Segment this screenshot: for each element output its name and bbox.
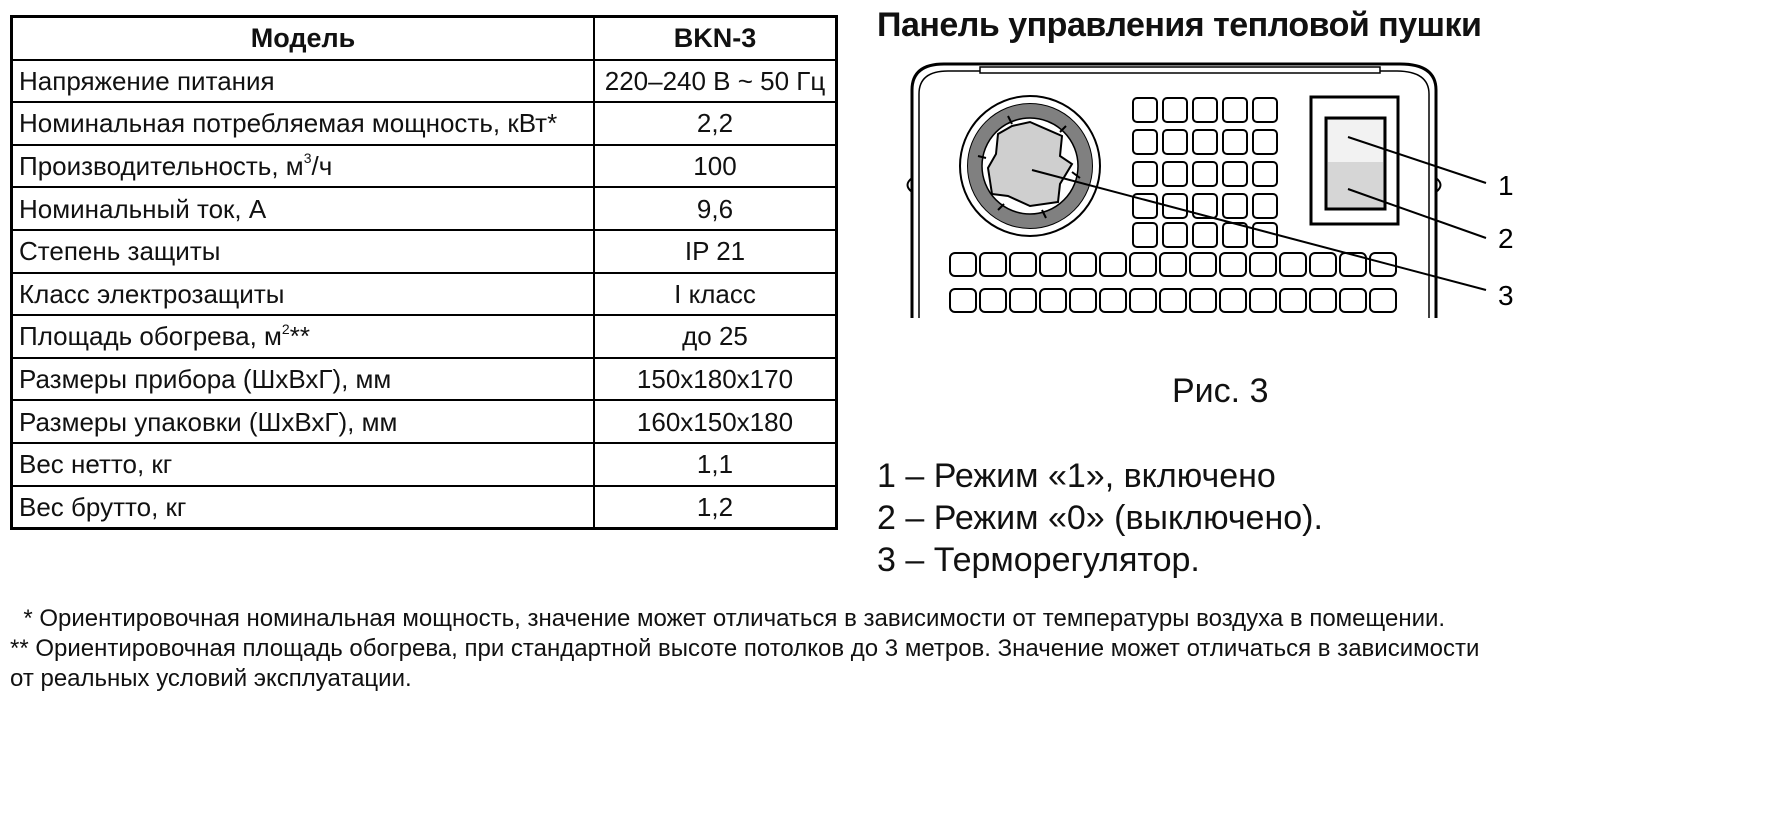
row-label-gross-weight: Вес брутто, кг <box>12 486 595 529</box>
table-row <box>12 102 837 145</box>
row-value-heating-area: до 25 <box>594 315 837 358</box>
table-row <box>12 273 837 316</box>
row-label-current: Номинальный ток, А <box>12 187 595 230</box>
table-row <box>12 443 837 486</box>
table-row <box>12 145 837 188</box>
row-label-airflow <box>12 145 595 188</box>
table-row <box>12 400 837 443</box>
footnote-power: * Ориентировочная номинальная мощность, значение может отличаться в зависимости от температуры воздуха в помещении. <box>10 605 1446 632</box>
legend-item-1: 1 – Режим «1», включено <box>877 457 1276 495</box>
callout-label-1: 1 <box>1498 170 1514 201</box>
table-row <box>12 358 837 401</box>
row-label-package-size: Размеры упаковки (ШхВхГ), мм <box>12 400 595 443</box>
row-value-voltage: 220–240 В ~ 50 Гц <box>594 60 837 103</box>
control-panel-diagram <box>900 60 1540 330</box>
area-label-note: ** <box>289 321 310 352</box>
row-value-power: 2,2 <box>594 102 837 145</box>
row-label-electro-class: Класс электрозащиты <box>12 273 595 316</box>
row-value-current: 9,6 <box>594 187 837 230</box>
row-label-power: Номинальная потребляемая мощность, кВт* <box>12 102 595 145</box>
square-vent-grid <box>1133 98 1277 247</box>
footnote-area-cont: от реальных условий эксплуатации. <box>10 665 412 692</box>
row-label-device-size: Размеры прибора (ШхВхГ), мм <box>12 358 595 401</box>
callout-label-2: 2 <box>1498 223 1514 254</box>
row-value-protection: IP 21 <box>594 230 837 273</box>
row-label-voltage: Напряжение питания <box>12 60 595 103</box>
row-value-electro-class: I класс <box>594 273 837 316</box>
legend-item-3: 3 – Терморегулятор. <box>877 541 1200 579</box>
row-label-protection: Степень защиты <box>12 230 595 273</box>
row-value-gross-weight: 1,2 <box>594 486 837 529</box>
area-label-sup: 2 <box>281 320 290 337</box>
figure-caption: Рис. 3 <box>1172 372 1269 410</box>
table-row <box>12 486 837 529</box>
area-label-text: Площадь обогрева, м <box>19 321 282 352</box>
airflow-label-sup: 3 <box>303 150 312 167</box>
footnote-area: ** Ориентировочная площадь обогрева, при стандартной высоте потолков до 3 метров. Значение может отличаться в зависимости <box>10 635 1480 662</box>
table-header-row <box>12 17 837 60</box>
rocker-switch <box>1311 97 1398 224</box>
spec-table <box>10 15 838 530</box>
table-row <box>12 187 837 230</box>
row-label-heating-area <box>12 315 595 358</box>
airflow-label-unit: /ч <box>311 151 333 182</box>
row-value-device-size: 150x180x170 <box>594 358 837 401</box>
legend-item-2: 2 – Режим «0» (выключено). <box>877 499 1323 537</box>
table-row <box>12 60 837 103</box>
callout-label-3: 3 <box>1498 280 1514 311</box>
thermostat-knob <box>960 96 1100 236</box>
header-model-label: Модель <box>12 17 595 60</box>
bottom-vent-rows <box>950 253 1396 312</box>
row-value-package-size: 160x150x180 <box>594 400 837 443</box>
panel-title: Панель управления тепловой пушки <box>877 6 1482 44</box>
row-label-net-weight: Вес нетто, кг <box>12 443 595 486</box>
legend <box>877 455 1323 581</box>
footnotes <box>10 604 1780 694</box>
table-row <box>12 315 837 358</box>
table-row <box>12 230 837 273</box>
top-slot <box>980 67 1380 73</box>
airflow-label-text: Производительность, м <box>19 151 304 182</box>
row-value-net-weight: 1,1 <box>594 443 837 486</box>
row-value-airflow: 100 <box>594 145 837 188</box>
header-model-value: BKN-3 <box>594 17 837 60</box>
